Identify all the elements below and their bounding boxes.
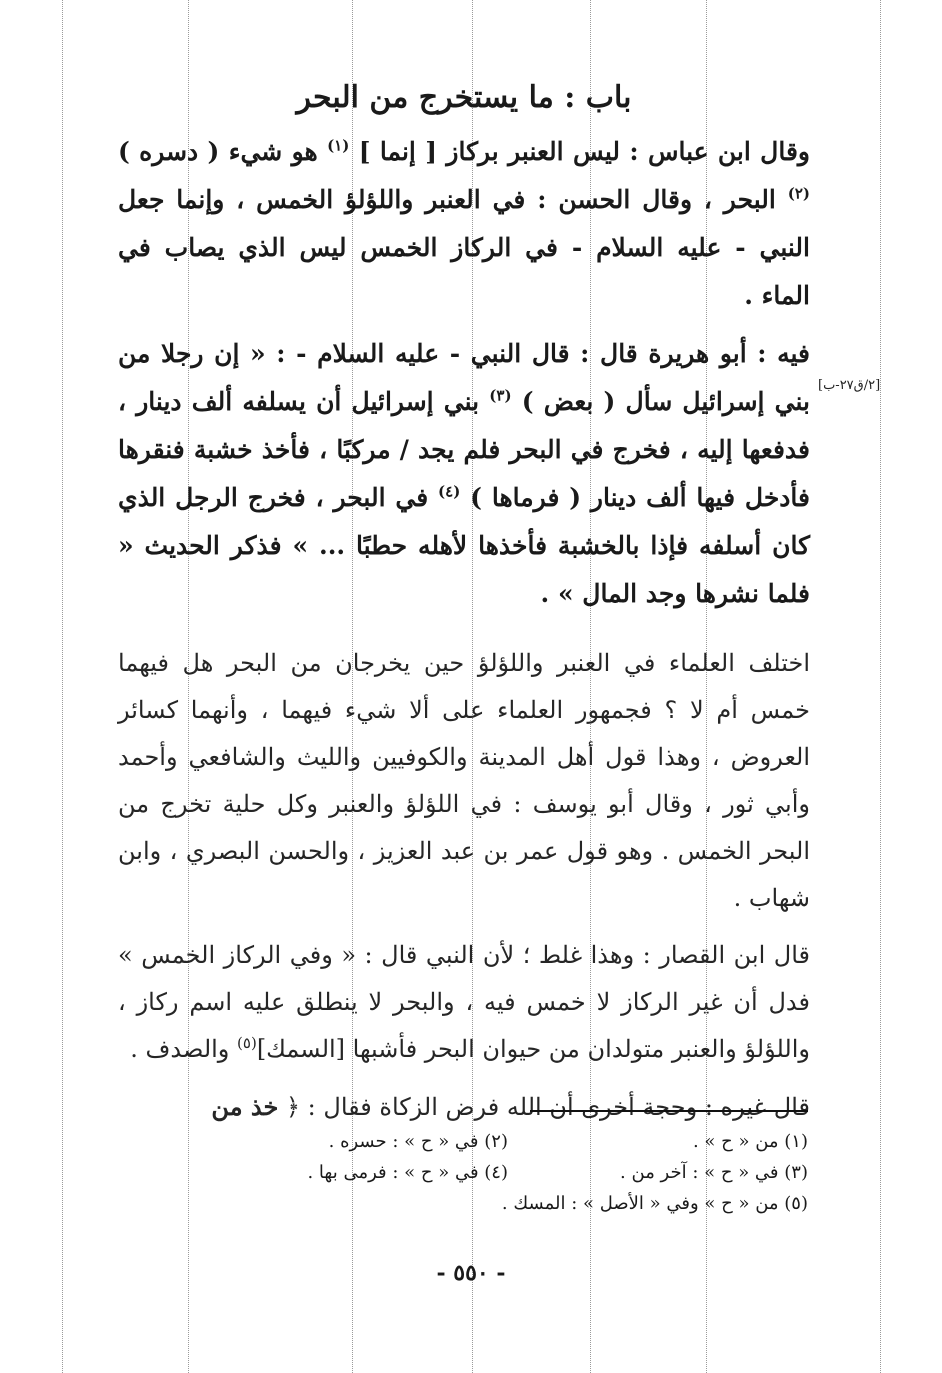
text-run: فيه : أبو هريرة قال : قال النبي - عليه السلام - : « إن رجلا من بني إسرائيل سأل ( بعض ) [118,339,811,416]
page-body [118,70,810,1131]
text-run: وقال ابن عباس : ليس العنبر بركاز [ إنما ] [349,137,810,166]
text-run: في البحر ، فخرج الرجل الذي كان أسلفه فإذا بالخشبة فأخذها لأهله حطبًا ... » فذكر الحديث « فلما نشرها وجد المال » . [118,483,810,608]
footnote-ref: (١) [327,136,350,155]
quran-quote: خذ من [211,1092,279,1121]
footnote-5: (٥) من « ح » وفي « الأصل » : المسك . [501,1193,808,1214]
paragraph-intro [118,128,810,320]
paragraph-commentary-3 [118,1083,810,1131]
guide-line [880,0,881,1373]
text-run: اختلف العلماء في العنبر واللؤلؤ حين يخرجان من البحر هل فيهما خمس أم لا ؟ فجمهور العلماء على ألا شيء فيهما ، وأنهما كسائر العروض ، وهذا قول أهل المدينة والكوفيين والليث والشافعي وأحمد وأبي ثور ، وقال أبو يوسف : في اللؤلؤ والعنبر وكل حلية تخرج من البحر الخمس . وهو قول عمر بن عبد العزيز ، والحسن البصري ، وابن شهاب . [118,649,810,912]
footnote-ref: (٤) [438,482,461,501]
guide-line [62,0,63,1373]
page-number: - ٥٥٠ - [436,1260,506,1286]
footnotes [230,1126,808,1219]
footnote-row [230,1157,808,1188]
chapter-title: باب : ما يستخرج من البحر [296,80,632,115]
footnote-ref: (٣) [489,386,512,405]
margin-note: [٢/ق٢٧-ب] [818,378,881,393]
footnote-row [230,1188,808,1219]
footnote-row [230,1126,808,1157]
footnote-4: (٤) في « ح » : فرمى بها . [307,1162,508,1183]
text-run: قال غيره : وحجة أخرى أن الله فرض الزكاة فقال : ﴿ [278,1093,810,1121]
footnote-3: (٣) في « ح » : آخر من . [620,1162,808,1183]
paragraph-hadith [118,330,810,618]
footnote-ref: (٥) [237,1034,257,1052]
footnote-2: (٢) في « ح » : حسره . [328,1131,508,1152]
text-run: والصدف . [130,1035,238,1063]
text-run: البحر ، وقال الحسن : في العنبر واللؤلؤ الخمس ، وإنما جعل النبي - عليه السلام - في الركاز الخمس ليس الذي يصاب في الماء . [118,185,810,310]
paragraph-commentary-2 [118,932,810,1073]
paragraph-commentary-1 [118,640,810,922]
text-run: بني إسرائيل أن يسلفه ألف دينار ، فدفعها إليه ، فخرج في البحر فلم يجد / مركبًا ، فأخذ خشبة فنقرها فأدخل فيها ألف دينار ( فرماها ) [118,387,810,512]
text-run: قال ابن القصار : وهذا غلط ؛ لأن النبي قال : « وفي الركاز الخمس » فدل أن غير الركاز لا خمس فيه ، والبحر لا ينطلق عليه اسم ركاز ، واللؤلؤ والعنبر متولدان من حيوان البحر فأشبها [السمك] [118,941,811,1063]
text-run: هو شيء ( دسره ) [118,137,328,166]
footnote-1: (١) من « ح » . [692,1131,808,1152]
footnote-separator [530,1110,808,1112]
footnote-ref: (٢) [787,184,810,203]
